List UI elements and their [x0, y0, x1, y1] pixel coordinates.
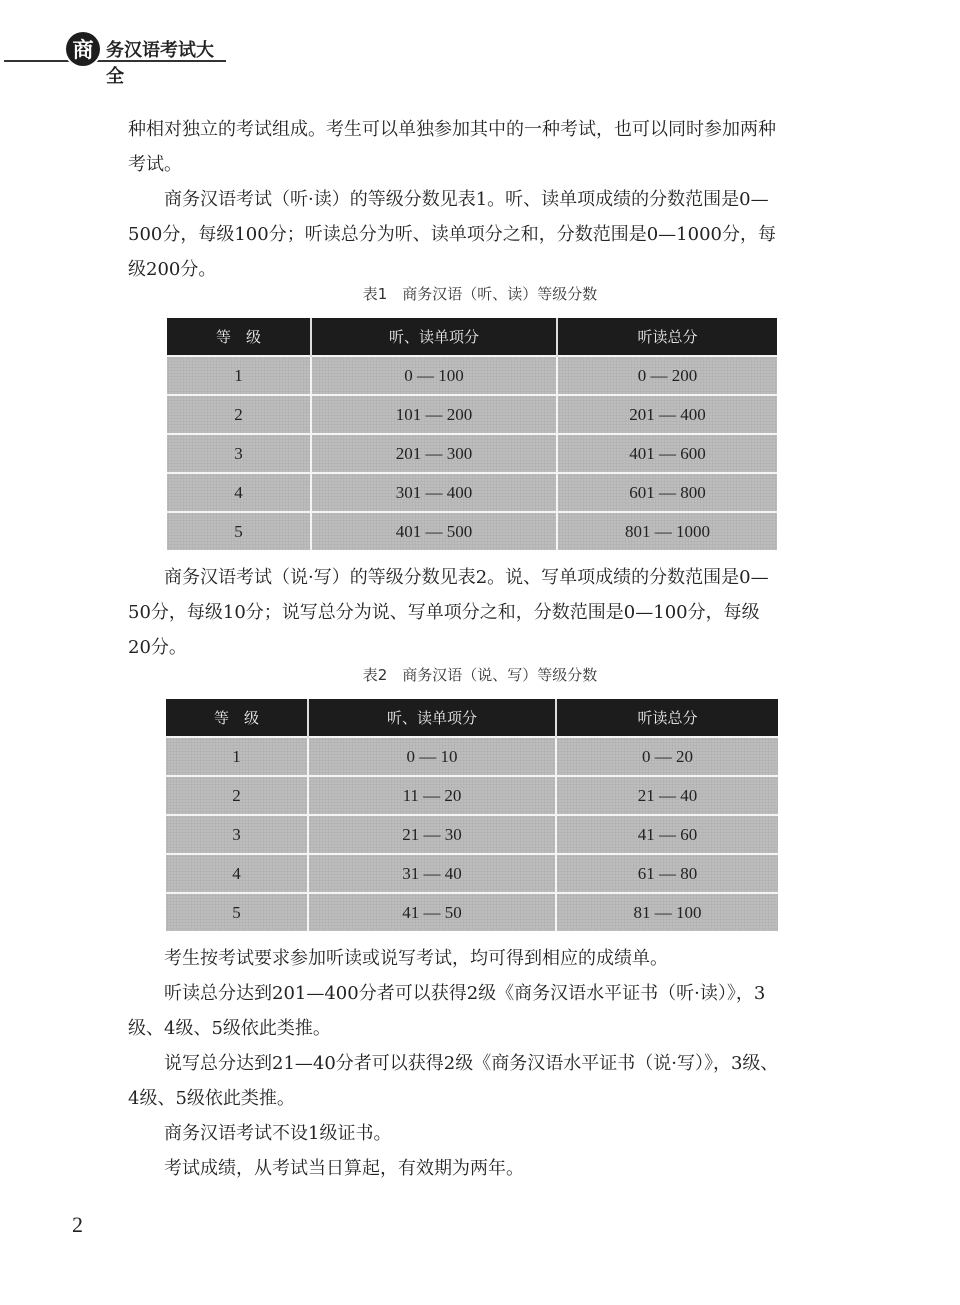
total-score-cell: 0 — 20	[556, 737, 778, 776]
running-header	[0, 28, 230, 87]
header-cell: 听读总分	[556, 699, 778, 737]
table2-caption: 表2 商务汉语（说、写）等级分数	[362, 666, 598, 684]
table-row	[166, 893, 778, 931]
grade-cell: 1	[166, 737, 308, 776]
single-score-cell: 41 — 50	[308, 893, 556, 931]
total-score-cell: 81 — 100	[556, 893, 778, 931]
paragraph: 商务汉语考试（听·读）的等级分数见表1。听、读单项成绩的分数范围是0—500分，每级100分；听读总分为听、读单项分之和，分数范围是0—1000分，每级200分。	[128, 189, 776, 280]
paragraph: 说写总分达到21—40分者可以获得2级《商务汉语水平证书（说·写）》，3级、4级、5级依此类推。	[128, 1053, 779, 1109]
header-cell: 听、读单项分	[311, 318, 557, 356]
single-score-cell: 201 — 300	[311, 434, 557, 473]
single-score-cell: 11 — 20	[308, 776, 556, 815]
single-score-cell: 31 — 40	[308, 854, 556, 893]
paragraph: 商务汉语考试不设1级证书。	[164, 1123, 392, 1144]
table-row	[167, 473, 777, 512]
grade-cell: 2	[166, 776, 308, 815]
book-title: 务汉语考试大全	[106, 40, 214, 87]
grade-cell: 1	[167, 356, 311, 395]
grade-cell: 3	[167, 434, 311, 473]
table-row	[166, 737, 778, 776]
paragraph: 听读总分达到201—400分者可以获得2级《商务汉语水平证书（听·读）》，3级、4级、5级依此类推。	[128, 983, 766, 1039]
grade-cell: 5	[167, 512, 311, 550]
table-row	[166, 815, 778, 854]
grade-cell: 4	[166, 854, 308, 893]
total-score-cell: 0 — 200	[557, 356, 777, 395]
total-score-cell: 61 — 80	[556, 854, 778, 893]
total-score-cell: 801 — 1000	[557, 512, 777, 550]
total-score-cell: 41 — 60	[556, 815, 778, 854]
header-cell: 等 级	[167, 318, 311, 356]
table-row	[167, 512, 777, 550]
table-header-row	[166, 699, 778, 737]
single-score-cell: 101 — 200	[311, 395, 557, 434]
single-score-cell: 0 — 10	[308, 737, 556, 776]
total-score-cell: 601 — 800	[557, 473, 777, 512]
table2-grade-scores	[166, 699, 778, 931]
single-score-cell: 0 — 100	[311, 356, 557, 395]
page-number: 2	[72, 1212, 83, 1237]
closing-text	[128, 941, 782, 1186]
header-cell: 听、读单项分	[308, 699, 556, 737]
total-score-cell: 21 — 40	[556, 776, 778, 815]
header-cell: 听读总分	[557, 318, 777, 356]
total-score-cell: 401 — 600	[557, 434, 777, 473]
paragraph: 考试成绩，从考试当日算起，有效期为两年。	[164, 1158, 524, 1179]
table-header-row	[167, 318, 777, 356]
single-score-cell: 21 — 30	[308, 815, 556, 854]
grade-cell: 4	[167, 473, 311, 512]
single-score-cell: 301 — 400	[311, 473, 557, 512]
header-cell: 等 级	[166, 699, 308, 737]
table-row	[166, 854, 778, 893]
paragraph: 种相对独立的考试组成。考生可以单独参加其中的一种考试，也可以同时参加两种考试。	[128, 119, 776, 175]
book-logo-icon: 商	[66, 32, 100, 66]
paragraph: 商务汉语考试（说·写）的等级分数见表2。说、写单项成绩的分数范围是0—50分，每级10分；说写总分为说、写单项分之和，分数范围是0—100分，每级20分。	[128, 567, 769, 658]
intro-text	[128, 112, 782, 287]
table1-grade-scores	[167, 318, 777, 550]
table-row	[167, 434, 777, 473]
grade-cell: 3	[166, 815, 308, 854]
table-row	[167, 395, 777, 434]
grade-cell: 2	[167, 395, 311, 434]
table-row	[166, 776, 778, 815]
single-score-cell: 401 — 500	[311, 512, 557, 550]
table-row	[167, 356, 777, 395]
total-score-cell: 201 — 400	[557, 395, 777, 434]
grade-cell: 5	[166, 893, 308, 931]
paragraph: 考生按考试要求参加听读或说写考试，均可得到相应的成绩单。	[164, 948, 668, 969]
table1-caption: 表1 商务汉语（听、读）等级分数	[362, 285, 598, 303]
